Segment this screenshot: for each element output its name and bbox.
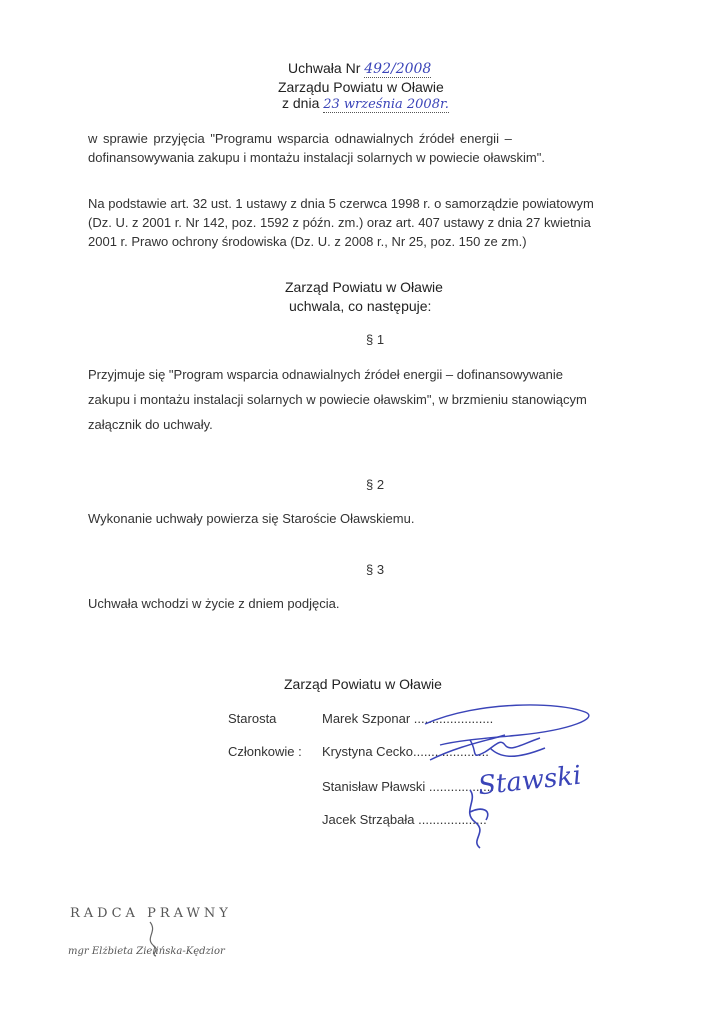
starosta-label: Starosta	[228, 711, 277, 726]
section-1-line-3: załącznik do uchwały.	[88, 417, 213, 432]
resolution-number: 492/2008	[364, 61, 432, 77]
member-2-name: Stanisław Pławski ..................	[322, 779, 494, 794]
signature-board-heading: Zarząd Powiatu w Oławie	[284, 676, 442, 692]
stamp-signature	[138, 918, 178, 958]
member-3-name: Jacek Strząbała ...................	[322, 812, 487, 827]
issuer-line: Zarządu Powiatu w Oławie	[278, 79, 444, 95]
member-2-handwritten-name: Stawski	[476, 760, 583, 802]
members-label: Członkowie :	[228, 744, 302, 759]
date-label: z dnia	[282, 95, 324, 111]
section-1-line-1: Przyjmuje się "Program wsparcia odnawialnych źródeł energii – dofinansowywanie	[88, 367, 564, 382]
section-2-text: Wykonanie uchwały powierza się Staroście Oławskiemu.	[88, 511, 415, 526]
subject-line-2: dofinansowywania zakupu i montażu instalacji solarnych w powiecie oławskim".	[88, 150, 545, 165]
legal-basis-line-2: (Dz. U. z 2001 r. Nr 142, poz. 1592 z późn. zm.) oraz art. 407 ustawy z dnia 27 kwietnia	[88, 215, 591, 230]
section-3-text: Uchwała wchodzi w życie z dniem podjęcia.	[88, 596, 340, 611]
board-heading: Zarząd Powiatu w Oławie	[285, 279, 443, 295]
resolution-label: Uchwała Nr	[288, 60, 365, 76]
section-1-line-2: zakupu i montażu instalacji solarnych w powiecie oławskim", w brzmieniu stanowiącym	[88, 392, 587, 407]
starosta-name: Marek Szponar ......................	[322, 711, 494, 726]
section-1-heading: § 1	[366, 332, 385, 347]
legal-counsel-stamp-name: mgr Elżbieta Zielińska-Kędzior	[68, 946, 225, 957]
legal-basis-line-3: 2001 r. Prawo ochrony środowiska (Dz. U. z 2008 r., Nr 25, poz. 150 ze zm.)	[88, 234, 527, 249]
date-line	[282, 95, 449, 112]
resolves-heading: uchwala, co następuje:	[289, 298, 432, 314]
section-3-heading: § 3	[366, 562, 385, 577]
subject-line-1: w sprawie przyjęcia "Programu wsparcia odnawialnych źródeł energii –	[88, 131, 512, 146]
section-2-heading: § 2	[366, 477, 385, 492]
resolution-number-line	[288, 60, 431, 77]
legal-basis-line-1: Na podstawie art. 32 ust. 1 ustawy z dnia 5 czerwca 1998 r. o samorządzie powiatowym	[88, 196, 594, 211]
legal-counsel-stamp-title: RADCA PRAWNY	[70, 906, 232, 921]
member-1-name: Krystyna Cecko.....................	[322, 744, 489, 759]
resolution-date: 23 września 2008r.	[323, 97, 449, 112]
